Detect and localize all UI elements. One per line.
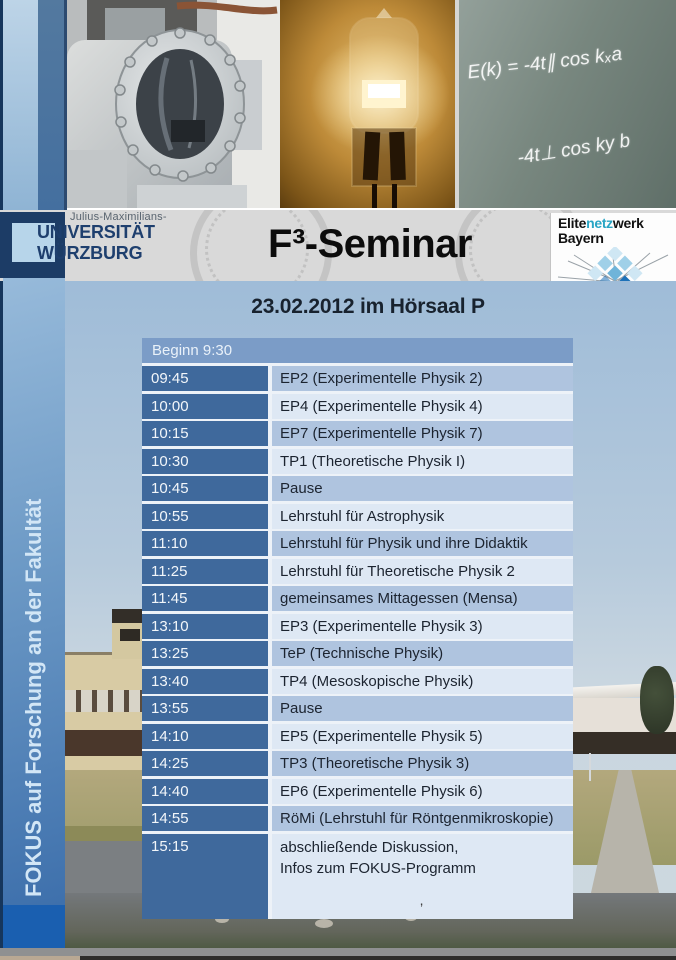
page-title: F³-Seminar (268, 222, 472, 266)
chalkboard-photo (459, 0, 676, 208)
session-cell (272, 834, 573, 919)
session-cell: Lehrstuhl für Theoretische Physik 2 (272, 559, 573, 584)
session-cell: EP2 (Experimentelle Physik 2) (272, 366, 573, 391)
topleft-light-panel (3, 0, 38, 210)
date-heading: 23.02.2012 im Hörsaal P (251, 295, 485, 318)
session-cell: EP6 (Experimentelle Physik 6) (272, 779, 573, 804)
time-cell: 09:45 (142, 366, 268, 391)
time-cell: 13:40 (142, 669, 268, 694)
table-row (142, 724, 573, 749)
session-cell: EP5 (Experimentelle Physik 5) (272, 724, 573, 749)
time-cell: 10:00 (142, 394, 268, 419)
tree (640, 666, 674, 734)
time-cell: 14:25 (142, 751, 268, 776)
chalk-formula-line1: E(k) = -4t∥ cos kₓa (466, 43, 624, 84)
table-row (142, 641, 573, 666)
session-line2: Infos zum FOKUS-Programm (280, 859, 476, 877)
session-cell: Lehrstuhl für Physik und ihre Didaktik (272, 531, 573, 556)
topleft-blue-strip (38, 0, 64, 210)
time-cell: 11:45 (142, 586, 268, 611)
time-cell: 15:15 (142, 834, 268, 919)
lamp-post-2 (589, 753, 591, 781)
session-line1: abschließende Diskussion, (280, 838, 459, 856)
vacuum-chamber-photo (67, 0, 280, 208)
table-row (142, 586, 573, 611)
table-row (142, 751, 573, 776)
table-row (142, 394, 573, 419)
university-name-line2: WÜRZBURG (37, 243, 143, 263)
session-cell: EP4 (Experimentelle Physik 4) (272, 394, 573, 419)
bottom-gray-strip (0, 948, 676, 956)
table-row (142, 421, 573, 446)
session-cell: TP3 (Theoretische Physik 3) (272, 751, 573, 776)
table-row (142, 504, 573, 529)
session-cell: Pause (272, 476, 573, 501)
schedule-table (142, 338, 573, 919)
time-cell: 11:10 (142, 531, 268, 556)
fokus-vertical-text: FOKUS auf Forschung an der Fakultät (21, 498, 46, 897)
session-cell: Lehrstuhl für Astrophysik (272, 504, 573, 529)
session-cell: TP4 (Mesoskopische Physik) (272, 669, 573, 694)
schedule-header-row: Beginn 9:30 (142, 338, 573, 363)
table-row (142, 806, 573, 831)
session-cell: TeP (Technische Physik) (272, 641, 573, 666)
julius-maximilians-label: Julius-Maximilians- (70, 211, 167, 223)
table-row (142, 669, 573, 694)
session-cell: EP3 (Experimentelle Physik 3) (272, 614, 573, 639)
chalk-formula-line2: -4t⊥ cos ky b (516, 130, 632, 169)
table-row (142, 696, 573, 721)
session-cell: TP1 (Theoretische Physik I) (272, 449, 573, 474)
time-cell: 14:10 (142, 724, 268, 749)
enb-word-elite: Elite (558, 215, 587, 231)
table-row (142, 559, 573, 584)
building-tower-window (120, 629, 140, 641)
stray-mark: ’ (420, 899, 424, 916)
table-row (142, 531, 573, 556)
vacuum-chamber-illustration (67, 0, 280, 208)
rock-2 (315, 919, 333, 928)
bottom-corner-strip (0, 956, 80, 960)
enb-word-werk: werk (612, 215, 644, 231)
session-cell: EP7 (Experimentelle Physik 7) (272, 421, 573, 446)
table-row (142, 614, 573, 639)
time-cell: 13:10 (142, 614, 268, 639)
time-cell: 10:15 (142, 421, 268, 446)
enb-word-netz: netz (586, 215, 613, 231)
time-cell: 14:40 (142, 779, 268, 804)
time-cell: 11:25 (142, 559, 268, 584)
table-row (142, 476, 573, 501)
table-row (142, 834, 573, 919)
sidebar-bottom-square (3, 905, 65, 948)
session-cell: RöMi (Lehrstuhl für Röntgenmikroskopie) (272, 806, 573, 831)
time-cell: 13:55 (142, 696, 268, 721)
elitenetzwerk-wordmark (558, 216, 644, 246)
table-row (142, 779, 573, 804)
session-cell: gemeinsames Mittagessen (Mensa) (272, 586, 573, 611)
time-cell: 14:55 (142, 806, 268, 831)
time-cell: 13:25 (142, 641, 268, 666)
time-cell: 10:30 (142, 449, 268, 474)
university-name-line1: UNIVERSITÄT (37, 222, 155, 242)
bottom-dark-strip (0, 956, 676, 960)
building-right-passage (560, 732, 676, 754)
table-row (142, 366, 573, 391)
time-cell: 10:45 (142, 476, 268, 501)
university-name (37, 222, 155, 264)
schedule-rows (142, 366, 573, 919)
halogen-bulb-illustration (280, 0, 455, 208)
time-cell: 10:55 (142, 504, 268, 529)
session-cell: Pause (272, 696, 573, 721)
halogen-bulb-photo (280, 0, 455, 208)
elitenetzwerk-line1 (558, 216, 644, 231)
enb-word-bayern: Bayern (558, 230, 604, 246)
table-row (142, 449, 573, 474)
